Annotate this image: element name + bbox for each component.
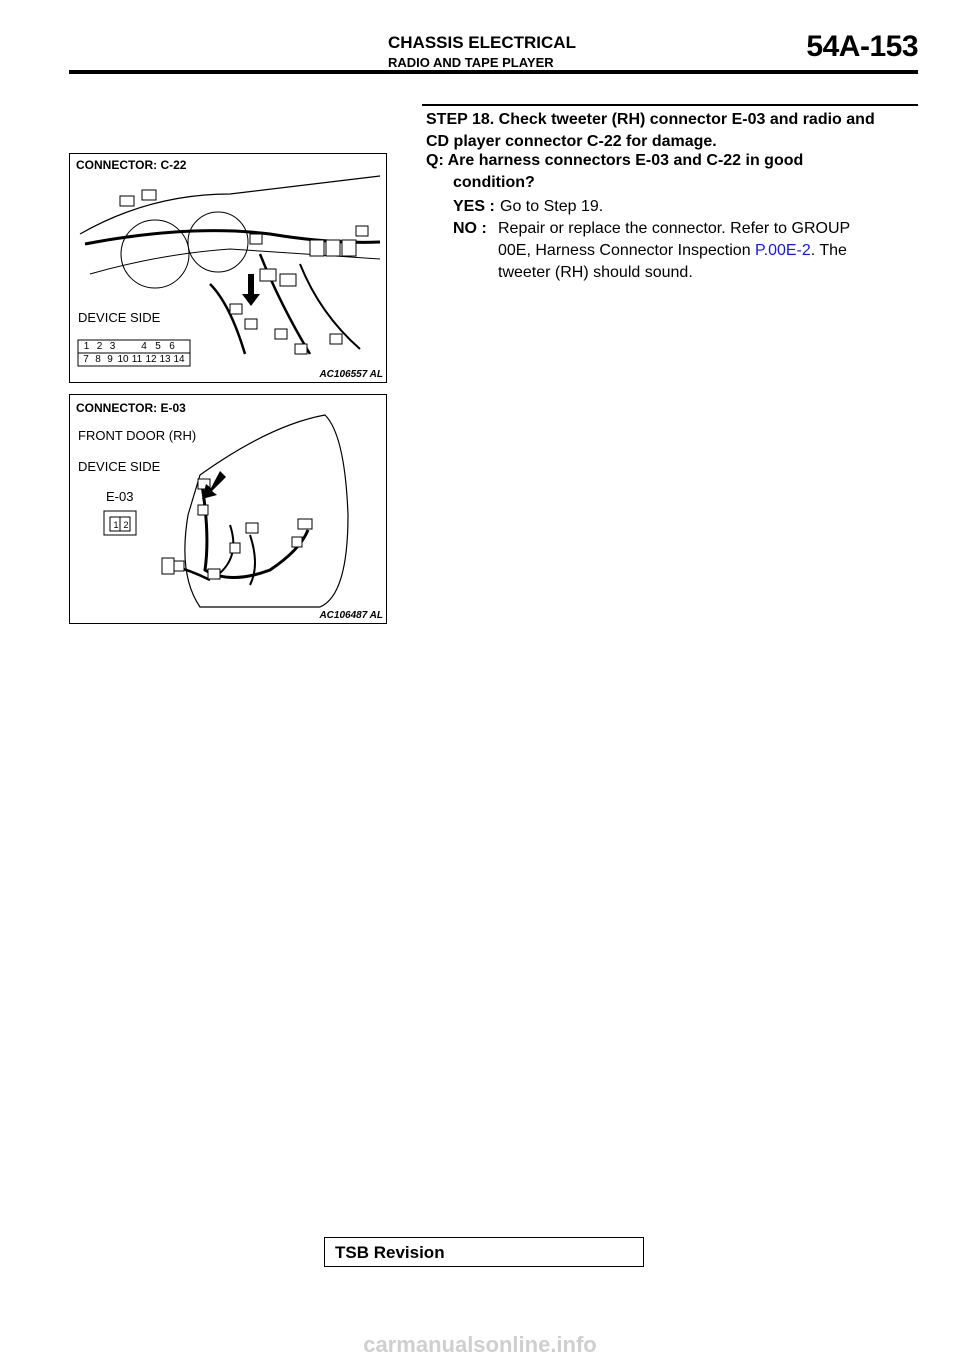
connector-label: CONNECTOR: C-22 <box>76 158 187 172</box>
pin: 4 <box>141 341 147 352</box>
connector-pins-bottom <box>80 354 190 366</box>
pin: 7 <box>83 354 89 365</box>
no-text-line2-pre: 00E, Harness Connector Inspection <box>498 242 756 259</box>
pin: 8 <box>95 354 101 365</box>
pin: 1 <box>83 341 90 352</box>
location-label: FRONT DOOR (RH) <box>78 428 197 443</box>
yes-text: Go to Step 19. <box>500 198 604 215</box>
step-heading-line2: CD player connector C-22 for damage. <box>426 133 717 150</box>
subsection-title: RADIO AND TAPE PLAYER <box>388 55 554 70</box>
pin-key <box>119 341 137 353</box>
section-title: CHASSIS ELECTRICAL <box>388 33 576 52</box>
no-label: NO : <box>453 220 487 237</box>
watermark: carmanualsonline.info <box>363 1332 597 1357</box>
yes-label: YES : <box>453 198 495 215</box>
device-side-label: DEVICE SIDE <box>78 459 161 474</box>
figure-connector-c22 <box>69 153 387 383</box>
connector-pins-top <box>80 341 190 353</box>
connector-name-label: E-03 <box>106 489 134 504</box>
page-number: 54A-153 <box>806 30 918 63</box>
pin: 13 <box>159 354 171 365</box>
pin: 14 <box>173 354 185 365</box>
no-text-line2 <box>498 240 847 262</box>
question-line1: Q: Are harness connectors E-03 and C-22 in good <box>426 152 804 169</box>
connector-pins <box>111 520 131 532</box>
pin: 1 <box>113 520 119 530</box>
pin: 2 <box>96 341 103 352</box>
no-text-line3: tweeter (RH) should sound. <box>498 264 693 281</box>
pin: 11 <box>131 354 143 365</box>
pin: 10 <box>117 354 129 365</box>
figure-id: AC106557 AL <box>319 369 383 380</box>
tsb-revision-label: TSB Revision <box>335 1243 445 1262</box>
pin: 2 <box>123 520 129 530</box>
no-text-line2-post: . The <box>810 242 847 259</box>
figure-connector-e03 <box>69 394 387 624</box>
device-side-label: DEVICE SIDE <box>78 310 161 325</box>
reference-link[interactable]: P.00E-2 <box>755 242 811 259</box>
pin: 12 <box>145 354 157 365</box>
pin: 9 <box>107 354 113 365</box>
pin: 6 <box>169 341 175 352</box>
pin: 5 <box>155 341 161 352</box>
pin: 3 <box>109 341 116 352</box>
connector-label: CONNECTOR: E-03 <box>76 401 186 415</box>
question-line2: condition? <box>453 174 535 191</box>
figure-id: AC106487 AL <box>319 610 383 621</box>
no-text-line1: Repair or replace the connector. Refer to GROUP <box>498 220 851 237</box>
header-rule <box>69 70 918 74</box>
tsb-revision-box <box>324 1237 644 1267</box>
step-rule <box>422 104 918 106</box>
step-heading-line1: STEP 18. Check tweeter (RH) connector E-03 and radio and <box>426 111 875 128</box>
